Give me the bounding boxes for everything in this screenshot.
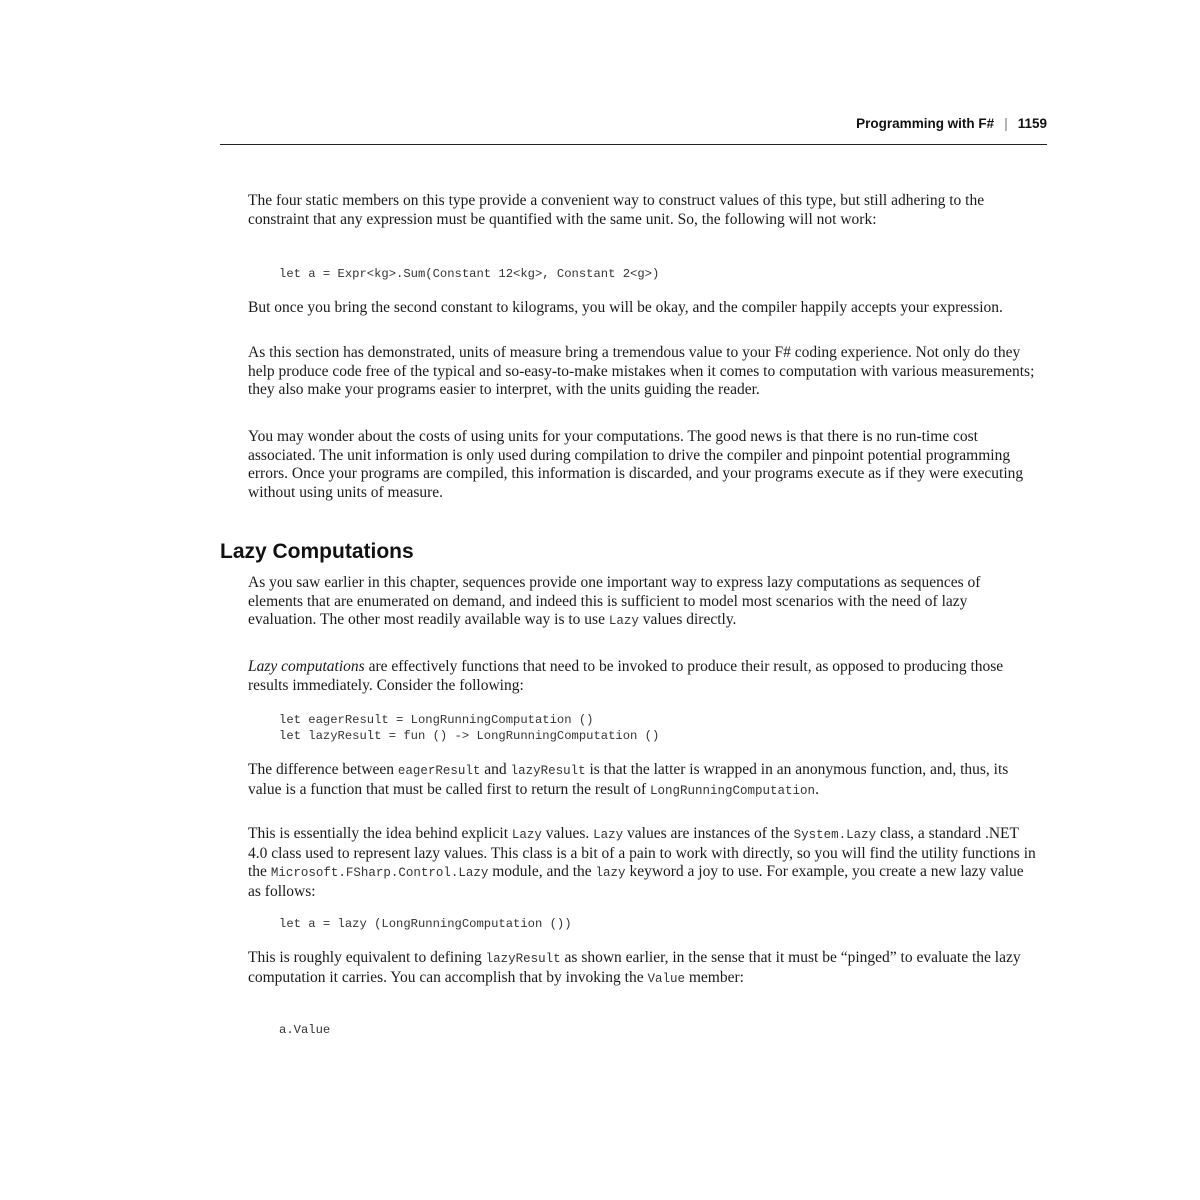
paragraph-units-value: As this section has demonstrated, units of measure bring a tremendous value to your F# coding experience. Not only do they help produce code free of the typical and so-easy-to-make mistakes when it comes to computation with various measurements; they also make your programs easier to interpret, with the units guiding the reader. [248,344,1035,399]
inline-code: Microsoft.FSharp.Control.Lazy [270,866,489,881]
inline-code: Lazy [593,828,624,842]
code-block-expr-sum: let a = Expr<kg>.Sum(Constant 12<kg>, Constant 2<g>) [279,267,660,281]
running-header [220,114,1047,145]
text: This is roughly equivalent to defining [248,949,482,966]
paragraph-explicit-lazy [248,825,1038,902]
text: . [815,780,819,798]
paragraph-units-cost: You may wonder about the costs of using units for your computations. The good news is that there is no run-time cost associated. The unit information is only used during compilation to drive the compiler and pinpoint potential programming errors. Once your programs are compiled, this information is discarded, and your programs execute as if they were executing without using units of measure. [248,428,1024,502]
header-separator: | [1004,116,1008,131]
text: and [484,761,507,778]
text: values directly. [642,611,737,629]
section-heading-lazy-computations: Lazy Computations [220,540,414,563]
inline-code: System.​Lazy [793,828,877,842]
text: class, a standard .NET 4.0 class used to represent lazy values. This class is a bit of a pain to work with directly, so you will find the utility functions in the [248,825,1036,881]
text: are effectively functions that need to be invoked to produce their result, as opposed to producing those results immediately. Consider the following: [248,658,1004,694]
text: module, and the [492,863,592,881]
paragraph-difference [248,761,1038,800]
book-title: Programming with F# [856,116,995,131]
text: As you saw earlier in this chapter, sequences provide one important way to express lazy computations as sequences of elements that are enumerated on demand, and indeed this is sufficient to model most scenarios with the need of lazy evaluation. The other most readily available way is to use [248,574,981,629]
paragraph-kilograms: But once you bring the second constant to kilograms, you will be okay, and the compiler happily accepts your expression. [248,299,1003,316]
inline-code: eagerResult [397,764,481,778]
text: values are instances of the [627,825,790,842]
text: values. [545,825,590,842]
paragraph-sequences [248,574,1038,631]
text: is that the latter is wrapped in an anonymous function, and, thus, its value is a function that must be called first to return the result of [248,761,1009,798]
inline-code: Lazy [511,828,542,842]
inline-code: LongRunningComputation [650,783,816,798]
text: member: [688,968,744,986]
code-block-a-value: a.Value [279,1023,331,1037]
inline-code: lazyResult [485,952,561,966]
paragraph-static-members: The four static members on this type provide a convenient way to construct values of this type, but still adhering to the constraint that any expression must be quantified with the same unit. So, the following will not work: [248,192,985,228]
paragraph-roughly-equivalent [248,949,1038,988]
inline-code: lazyResult [510,764,586,778]
inline-code: Lazy [608,614,639,629]
inline-code: Value [647,971,685,986]
text: This is essentially the idea behind explicit [248,825,508,842]
paragraph-lazy-definition [248,658,1038,695]
inline-code: lazy [595,866,626,881]
code-block-lazy-value: let a = lazy (LongRunningComputation ()) [279,917,572,931]
text: The difference between [248,761,395,778]
emphasis-term: Lazy computations [248,658,365,675]
page-number: 1159 [1017,116,1047,131]
code-block-eager-lazy: let eagerResult = LongRunningComputation () let lazyResult = fun () -> LongRunningComputation () [279,713,660,743]
text: as shown earlier, in the sense that it must be “pinged” to evaluate the lazy computation it carries. You can accomplish that by invoking the [248,949,1021,986]
text: keyword a joy to use. For example, you create a new lazy value as follows: [248,863,1024,901]
